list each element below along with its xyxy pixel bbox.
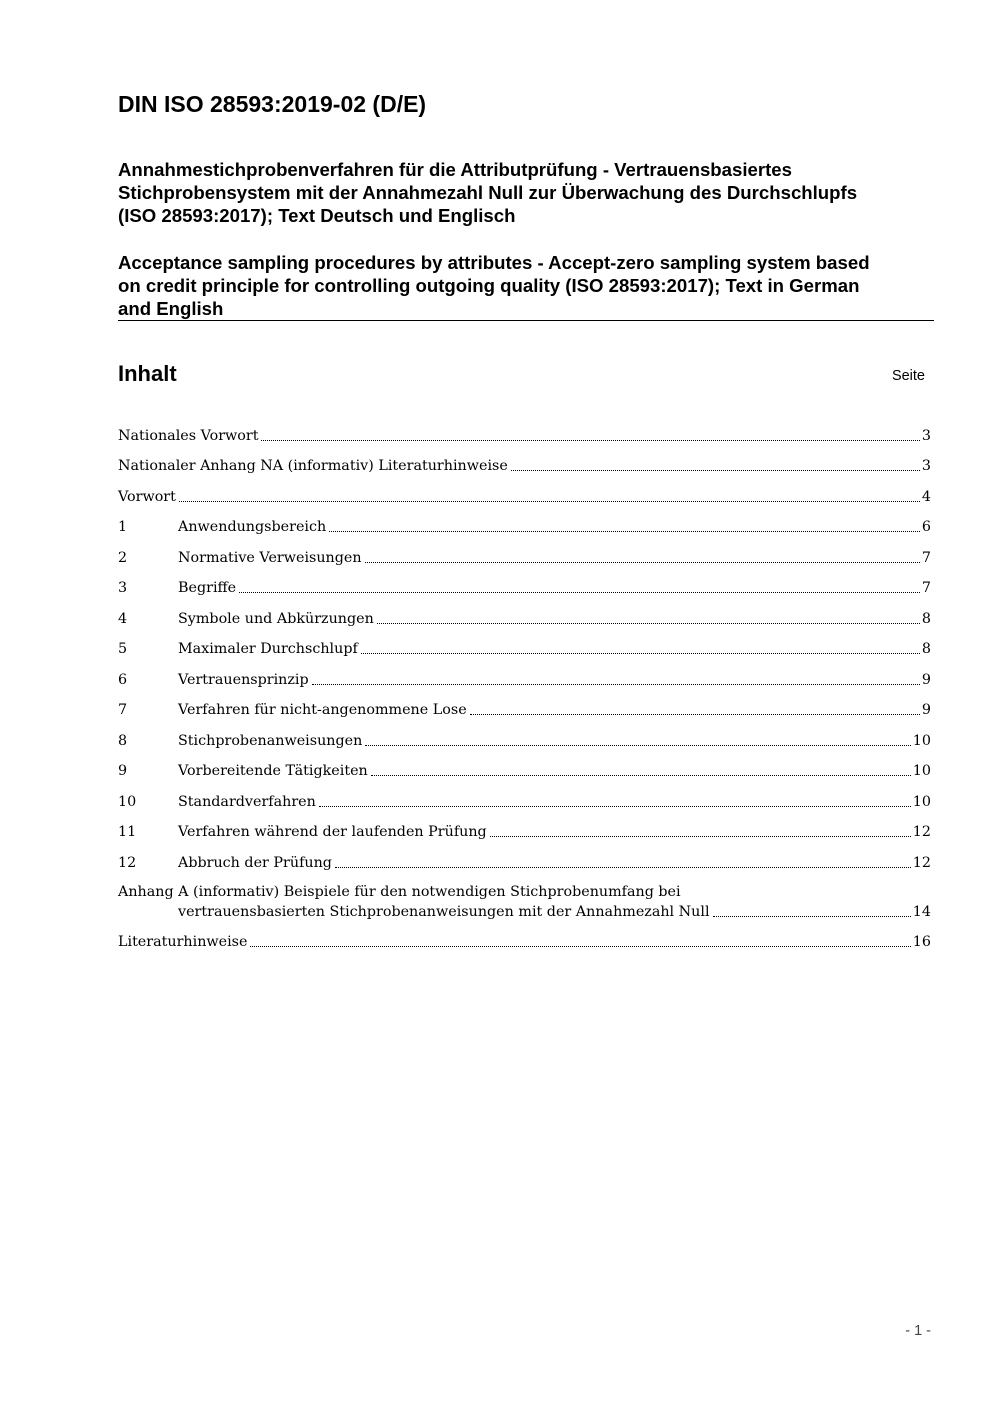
toc-entry-title: Verfahren während der laufenden Prüfung — [178, 824, 487, 840]
toc-entry-number: 2 — [118, 549, 128, 566]
toc-entry-page: 3 — [921, 458, 931, 474]
toc-entry-number: 11 — [118, 824, 137, 840]
toc-entry[interactable] — [118, 507, 931, 538]
toc-dot-leader — [261, 440, 919, 441]
toc-entry[interactable] — [118, 842, 931, 873]
toc-entry[interactable] — [118, 446, 931, 477]
toc-dot-leader — [511, 470, 920, 471]
toc-entry-title: Maximaler Durchschlupf — [178, 641, 358, 657]
toc-entry-number: 1 — [118, 519, 128, 535]
toc-entry-title: Begriffe — [178, 580, 237, 596]
toc-entry-page: 9 — [921, 702, 931, 718]
toc-entry[interactable] — [118, 415, 931, 446]
toc-dot-leader — [470, 714, 920, 715]
toc-entry[interactable] — [118, 598, 931, 629]
toc-entry[interactable] — [118, 751, 931, 782]
toc-entry-bibliography[interactable] — [118, 922, 931, 953]
toc-entry[interactable] — [118, 659, 931, 690]
toc-entry[interactable] — [118, 476, 931, 507]
toc-entry-number: 6 — [118, 671, 128, 688]
toc-dot-leader — [329, 531, 920, 532]
toc-entry-title: Anhang A (informativ) Beispiele für den notwendigen Stichprobenumfang bei — [118, 883, 681, 900]
toc-dot-leader — [250, 946, 910, 947]
toc-entry[interactable] — [118, 537, 931, 568]
toc-entry-number: 12 — [118, 854, 137, 871]
toc-entry-title-continued: vertrauensbasierten Stichprobenanweisungen mit der Annahmezahl Null — [178, 903, 710, 920]
toc-page-label: Seite — [891, 368, 925, 384]
toc-dot-leader — [365, 745, 910, 746]
toc-dot-leader — [239, 592, 920, 593]
table-of-contents — [118, 415, 931, 952]
title-divider — [118, 320, 934, 321]
toc-entry-title: Symbole und Abkürzungen — [178, 610, 374, 627]
toc-entry-title: Vorwort — [118, 488, 176, 505]
toc-dot-leader — [312, 684, 920, 685]
toc-entry-number: 5 — [118, 641, 128, 657]
toc-entry[interactable] — [118, 690, 931, 721]
toc-entry[interactable] — [118, 629, 931, 660]
toc-entry-page: 6 — [921, 519, 931, 535]
toc-entry-page: 8 — [921, 641, 931, 657]
toc-entry-annex-a[interactable] — [118, 873, 931, 922]
toc-dot-leader — [490, 836, 911, 837]
toc-entry-number: 4 — [118, 610, 128, 627]
toc-entry-title: Abbruch der Prüfung — [178, 854, 332, 871]
toc-entry-page: 7 — [921, 549, 931, 566]
toc-entry-title: Nationales Vorwort — [118, 427, 259, 444]
toc-entry[interactable] — [118, 568, 931, 599]
toc-entry-title: Vorbereitende Tätigkeiten — [178, 763, 368, 779]
title-german-line: (ISO 28593:2017); Text Deutsch und Englisch — [118, 205, 516, 226]
title-english-line: Acceptance sampling procedures by attributes - Accept-zero sampling system based — [118, 252, 870, 273]
toc-dot-leader — [319, 806, 911, 807]
title-english-line: and English — [118, 298, 224, 319]
toc-entry-title: Vertrauensprinzip — [178, 671, 309, 688]
toc-entry[interactable] — [118, 781, 931, 812]
toc-entry-number: 3 — [118, 580, 128, 596]
title-german-line: Annahmestichprobenverfahren für die Attributprüfung - Vertrauensbasiertes — [118, 159, 792, 180]
toc-dot-leader — [365, 562, 920, 563]
title-german-line: Stichprobensystem mit der Annahmezahl Null zur Überwachung des Durchschlupfs — [118, 182, 858, 203]
title-english — [118, 251, 934, 320]
toc-entry-page: 14 — [912, 903, 931, 920]
toc-entry-page: 10 — [912, 732, 931, 749]
toc-entry[interactable] — [118, 720, 931, 751]
toc-entry-page: 10 — [912, 793, 931, 810]
toc-dot-leader — [377, 623, 920, 624]
toc-dot-leader — [713, 916, 911, 917]
document-title: DIN ISO 28593:2019-02 (D/E) — [118, 91, 427, 117]
toc-entry-title: Normative Verweisungen — [178, 549, 362, 566]
toc-entry-page: 4 — [921, 488, 931, 505]
toc-entry-page: 16 — [912, 934, 931, 950]
toc-entry-page: 12 — [912, 824, 931, 840]
toc-entry-page: 3 — [921, 427, 931, 444]
toc-entry-page: 7 — [921, 580, 931, 596]
toc-entry-title: Standardverfahren — [178, 793, 316, 810]
toc-dot-leader — [179, 501, 920, 502]
toc-dot-leader — [371, 775, 911, 776]
toc-dot-leader — [335, 867, 911, 868]
toc-entry-page: 10 — [912, 763, 931, 779]
toc-entry-number: 7 — [118, 702, 128, 718]
toc-entry-page: 9 — [921, 671, 931, 688]
toc-heading: Inhalt — [118, 361, 177, 386]
toc-entry-page: 8 — [921, 610, 931, 627]
title-german — [118, 158, 934, 227]
toc-entry-title: Literaturhinweise — [118, 934, 248, 950]
toc-entry-title: Anwendungsbereich — [178, 519, 327, 535]
toc-entry[interactable] — [118, 812, 931, 843]
title-english-line: on credit principle for controlling outgoing quality (ISO 28593:2017); Text in German — [118, 275, 860, 296]
toc-entry-number: 8 — [118, 732, 128, 749]
page-number: - 1 - — [905, 1323, 931, 1339]
toc-entry-title: Verfahren für nicht-angenommene Lose — [178, 702, 467, 718]
toc-entry-page: 12 — [912, 854, 931, 871]
toc-entry-title: Stichprobenanweisungen — [178, 732, 363, 749]
toc-entry-number: 9 — [118, 763, 128, 779]
toc-entry-title: Nationaler Anhang NA (informativ) Literaturhinweise — [118, 458, 508, 474]
toc-entry-number: 10 — [118, 793, 137, 810]
toc-dot-leader — [361, 653, 920, 654]
